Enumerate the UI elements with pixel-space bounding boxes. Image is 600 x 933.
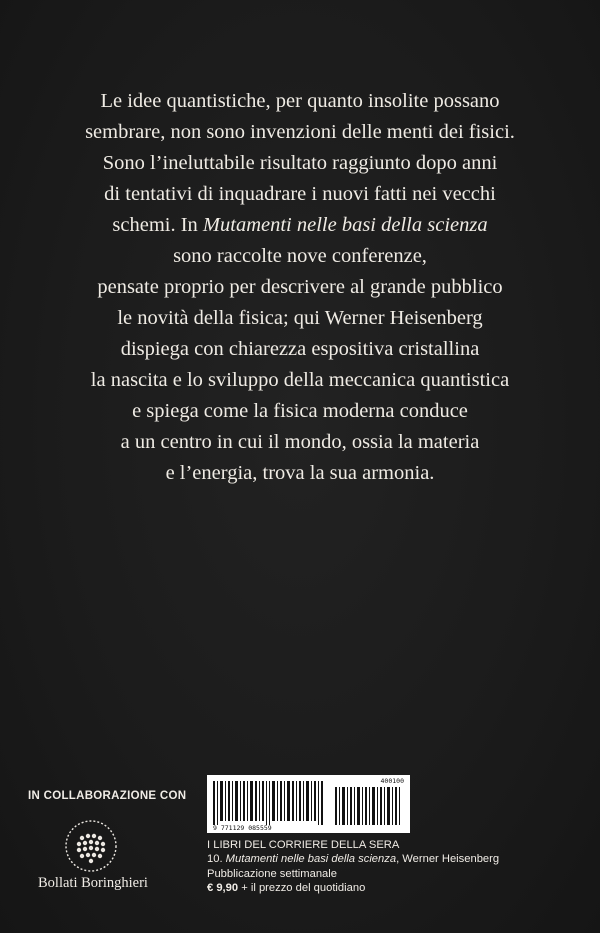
blurb-line: di tentativi di inquadrare i nuovi fatti nei vecchi	[104, 183, 496, 205]
publisher-name: Bollati Boringhieri	[38, 875, 148, 891]
blurb-line-with-title	[30, 210, 570, 241]
volume-title: Mutamenti nelle basi della scienza	[225, 853, 397, 866]
blurb-line: e l’energia, trova la sua armonia.	[165, 462, 435, 484]
blurb-line: Le idee quantistiche, per quanto insolite possano	[100, 90, 500, 112]
blurb-book-title: Mutamenti nelle basi della scienza	[202, 214, 488, 236]
barcode-bars	[211, 781, 406, 825]
volume-author: , Werner Heisenberg	[396, 853, 500, 866]
blurb-line: sembrare, non sono invenzioni delle menti dei fisici.	[85, 121, 515, 143]
blurb-line: le novità della fisica; qui Werner Heisenberg	[117, 307, 483, 329]
volume-number: 10.	[207, 853, 226, 866]
blurb-text-fragment: schemi. In	[112, 214, 203, 236]
dotted-circle-logo-icon	[62, 818, 120, 874]
blurb-text	[30, 86, 570, 489]
blurb-line: dispiega con chiarezza espositiva cristallina	[120, 338, 480, 360]
volume-line	[207, 852, 587, 866]
price-note: + il prezzo del quotidiano	[238, 882, 366, 895]
blurb-line: pensate proprio per descrivere al grande pubblico	[97, 276, 503, 298]
series-name: I LIBRI DEL CORRIERE DELLA SERA	[207, 839, 400, 851]
blurb-line: Sono l’ineluttabile risultato raggiunto dopo anni	[102, 152, 498, 174]
blurb-line: e spiega come la fisica moderna conduce	[132, 400, 468, 422]
collaboration-label: IN COLLABORAZIONE CON	[28, 790, 187, 802]
blurb-line: a un centro in cui il mondo, ossia la materia	[120, 431, 480, 453]
imprint-block	[207, 838, 587, 896]
barcode-addon-number: 400100	[380, 777, 404, 785]
price-line	[207, 881, 587, 895]
barcode-number: 9 771129 085559	[213, 824, 272, 832]
price: € 9,90	[207, 882, 239, 895]
blurb-line: sono raccolte nove conferenze,	[173, 245, 427, 267]
publication-frequency: Pubblicazione settimanale	[207, 867, 337, 880]
barcode	[207, 775, 410, 833]
blurb-line: la nascita e lo sviluppo della meccanica quantistica	[90, 369, 510, 391]
